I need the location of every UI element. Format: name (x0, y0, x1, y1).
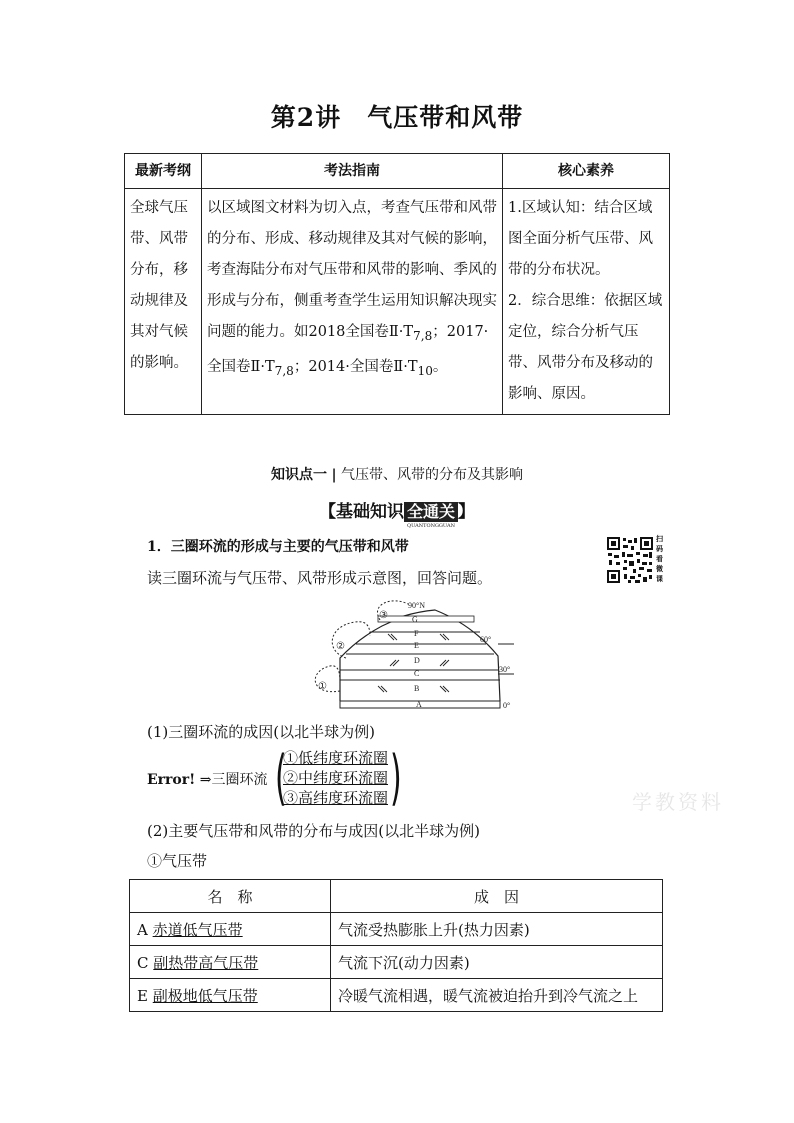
table-row: C 副热带高气压带 气流下沉(动力因素) (130, 946, 663, 979)
cell-guide: 以区域图文材料为切入点，考查气压带和风带的分布、形成、移动规律及其对气候的影响，考查海陆分布对气压带和风带的影响、季风的形成与分布，侧重考查学生运用知识解决现实问题的能力。如2018全国卷$Ⅱ\cdot T_{7,8}$；2017·全国卷$Ⅱ\cdot T_{7,8}$；2014·全国卷$Ⅱ\cdot T_{10}$。 (202, 189, 503, 415)
section-heading: 1．三圈环流的形成与主要的气压带和风带 (147, 539, 409, 555)
qr-caption: 扫码看微课 (656, 534, 663, 583)
basic-knowledge-banner: 【基础知识 全通关 QUANTONGGUAN 】 (318, 502, 475, 529)
section-intro: 读三圈环流与气压带、风带形成示意图，回答问题。 (147, 569, 493, 587)
circle-label-1: ① (318, 681, 327, 692)
circulation-item-low: ①低纬度环流圈 (283, 749, 389, 767)
page-title: 第2讲 气压带和风带 (270, 103, 524, 132)
belt-letter-d: D (414, 656, 420, 665)
table-row: E 副极地低气压带 冷暖气流相遇，暖气流被迫抬升到冷气流之上 (130, 979, 663, 1012)
circle-label-2: ② (336, 641, 345, 652)
lat-label-90: 90°N (408, 601, 425, 610)
badge-quantongguan: 全通关 QUANTONGGUAN (404, 502, 458, 522)
q1-formula: Error! ⇒三圈环流 (147, 772, 268, 788)
knowledge-point-heading: 知识点一 | 气压带、风带的分布及其影响 (271, 467, 523, 483)
belt-letter-f: F (414, 629, 419, 638)
header-cause: 成 因 (331, 880, 663, 913)
circle-label-3: ③ (379, 610, 388, 621)
header-name: 名 称 (130, 880, 331, 913)
overview-table (124, 153, 670, 415)
table-row: A 赤道低气压带 气流受热膨胀上升(热力因素) (130, 913, 663, 946)
q1-heading: (1)三圈环流的成因(以北半球为例) (147, 723, 375, 741)
circulation-item-high: ③高纬度环流圈 (283, 789, 389, 807)
belt-letter-c: C (414, 669, 420, 678)
watermark: 学教资料 (632, 790, 724, 814)
header-outline: 最新考纲 (125, 154, 202, 189)
cell-literacy: 1.区域认知：结合区域图全面分析气压带、风带的分布状况。 2．综合思维：依据区域定位，综合分析气压带、风带分布及移动的影响、原因。 (503, 189, 670, 415)
pressure-belt-table (129, 879, 663, 1012)
belt-letter-a: A (416, 700, 422, 709)
three-cell-circulation-diagram (300, 596, 530, 716)
qr-code-icon[interactable] (606, 536, 654, 584)
cell-outline: 全球气压带、风带分布，移动规律及其对气候的影响。 (125, 189, 202, 415)
circulation-item-mid: ②中纬度环流圈 (283, 769, 389, 787)
lat-label-30: 30° (499, 665, 511, 674)
circulation-bracket: ( ①低纬度环流圈 ②中纬度环流圈 ③高纬度环流圈 ) (275, 743, 402, 813)
header-guide: 考法指南 (202, 154, 503, 189)
belt-letter-g: G (412, 615, 418, 624)
header-literacy: 核心素养 (503, 154, 670, 189)
q2-sub: ①气压带 (147, 852, 208, 870)
lat-label-0: 0° (503, 701, 511, 710)
lat-label-60: 60° (480, 635, 492, 644)
belt-letter-b: B (414, 684, 420, 693)
belt-letter-e: E (414, 641, 419, 650)
q2-heading: (2)主要气压带和风带的分布与成因(以北半球为例) (147, 822, 480, 840)
